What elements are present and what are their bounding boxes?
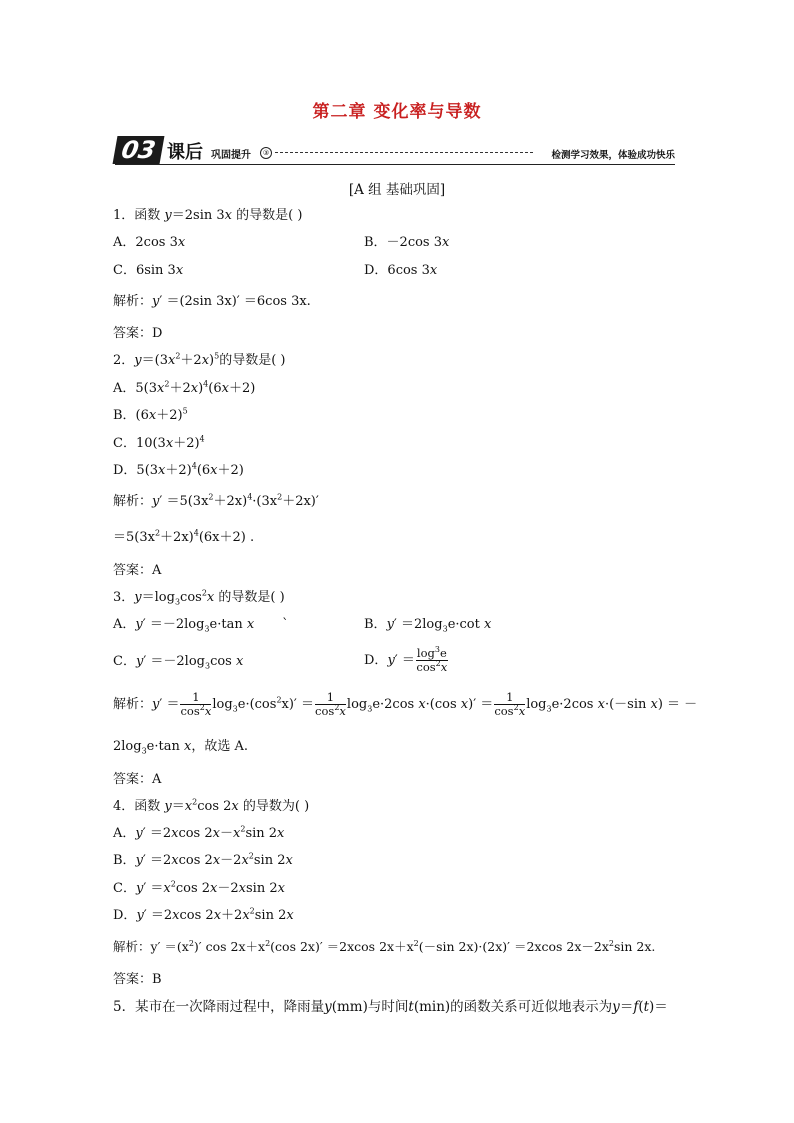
question-2-option-a: A．$5(3x^2+2x)^4(6x+2)$ — [113, 379, 256, 396]
question-2-solution-continued: $=5(3x^2+2x)^4(6x+2)$ . — [113, 528, 255, 545]
question-3-option-a: A．$y' =-2\log_3e\cdot\tan$ x ` — [113, 617, 289, 634]
banner-badge-number: 03 — [113, 136, 165, 164]
circled-number-icon: ③ — [260, 147, 272, 159]
question-4-option-c: C．$y' =x^2\cos$ 2x－2xsin 2x — [113, 879, 285, 896]
chapter-title: 第二章 变化率与导数 — [312, 102, 482, 122]
section-banner — [115, 136, 675, 166]
question-2-option-d: D．$5(3x+2)^4(6x+2)$ — [113, 461, 244, 478]
question-4-option-a: A．y′ ＝2xcos $2x-x^2\sin$ 2x — [113, 824, 285, 841]
question-3-option-c: C．$y' =-2\log_3\cos$ x — [113, 654, 244, 671]
question-1-answer: 答案：D — [113, 326, 163, 341]
question-1-option-a: A．2cos 3x — [113, 235, 186, 250]
question-1-option-d: D．6cos 3x — [364, 263, 438, 278]
question-3-solution-continued: $2\log_3e\cdot\tan$ x，故选 A. — [113, 739, 248, 756]
banner-slogan: 检测学习效果，体验成功快乐 — [551, 150, 675, 161]
banner-dashed-line — [275, 152, 533, 153]
question-3-stem: 3．$y=\log_3\cos^2x$ 的导数是( ) — [113, 588, 285, 607]
question-3-answer: 答案：A — [113, 772, 162, 787]
question-3-option-b: B．$y' =2\log_3e\cdot\cot$ x — [364, 617, 492, 634]
question-2-stem: 2．$y=(3x^2+2x)^5$的导数是( ) — [113, 351, 286, 368]
question-4-option-b: B．y′ ＝2xcos $2x-2x^2\sin$ 2x — [113, 851, 293, 868]
question-1-option-c: C．6sin 3x — [113, 263, 184, 278]
fraction: $\frac{\log^3e}{\cos^2x}$ — [416, 645, 448, 674]
question-5-stem: 5．某市在一次降雨过程中，降雨量y(mm)与时间t(min)的函数关系可近似地表示为y＝f(t)＝ — [113, 999, 668, 1015]
question-2-option-c: C．$10(3x+2)^4$ — [113, 434, 205, 451]
question-2-answer: 答案：A — [113, 563, 162, 578]
banner-subtitle: 巩固提升 — [211, 150, 251, 161]
question-4-option-d: D．y′ ＝2xcos $2x+2x^2\sin$ 2x — [113, 906, 294, 923]
question-1-solution: 解析：y′ ＝(2sin 3x)′ ＝6cos 3x. — [113, 294, 311, 309]
question-3-option-d: D．y′ ＝ $\frac{\log^3e}{\cos^2x}$ — [364, 645, 448, 674]
question-3-solution: 解析：y′ ＝ $\frac{1}{\cos^2x}$ $\log_3e\cdot(\cos^2x)'$ ＝ $\frac{1}{\cos^2x}$ $\log_3e\cdot 2\cos$ x·(cos x)′ ＝ $\frac{1}{\cos^2x}$ $\log_3e\cdot 2\cos$ x·(－sin x) ＝ － — [113, 690, 698, 718]
section-title: [A 组 基础巩固] — [348, 182, 446, 198]
banner-badge-text: 课后 — [167, 142, 203, 163]
question-1-option-b: B．－2cos 3x — [364, 235, 450, 250]
question-2-solution: 解析：$y' =5(3x^2+2x)^4\cdot(3x^2+2x)'$ — [113, 492, 319, 509]
question-2-option-b: B．$(6x+2)^5$ — [113, 406, 188, 423]
question-4-stem: 4．函数 $y=x^2\cos$ 2x 的导数为( ) — [113, 797, 310, 814]
question-4-answer: 答案：B — [113, 972, 162, 987]
banner-underline — [115, 164, 675, 165]
question-4-solution: 解析：$y' =(x^2)'$ $\cos 2x+x^2(\cos$ 2x)′ ＝2xcos $2x+x^2(-\sin$ 2x)·(2x)′ ＝2xcos $2x-2x^2\sin$ 2x. — [113, 938, 656, 954]
question-1-stem: 1．函数 y＝2sin 3x 的导数是( ) — [113, 208, 303, 223]
